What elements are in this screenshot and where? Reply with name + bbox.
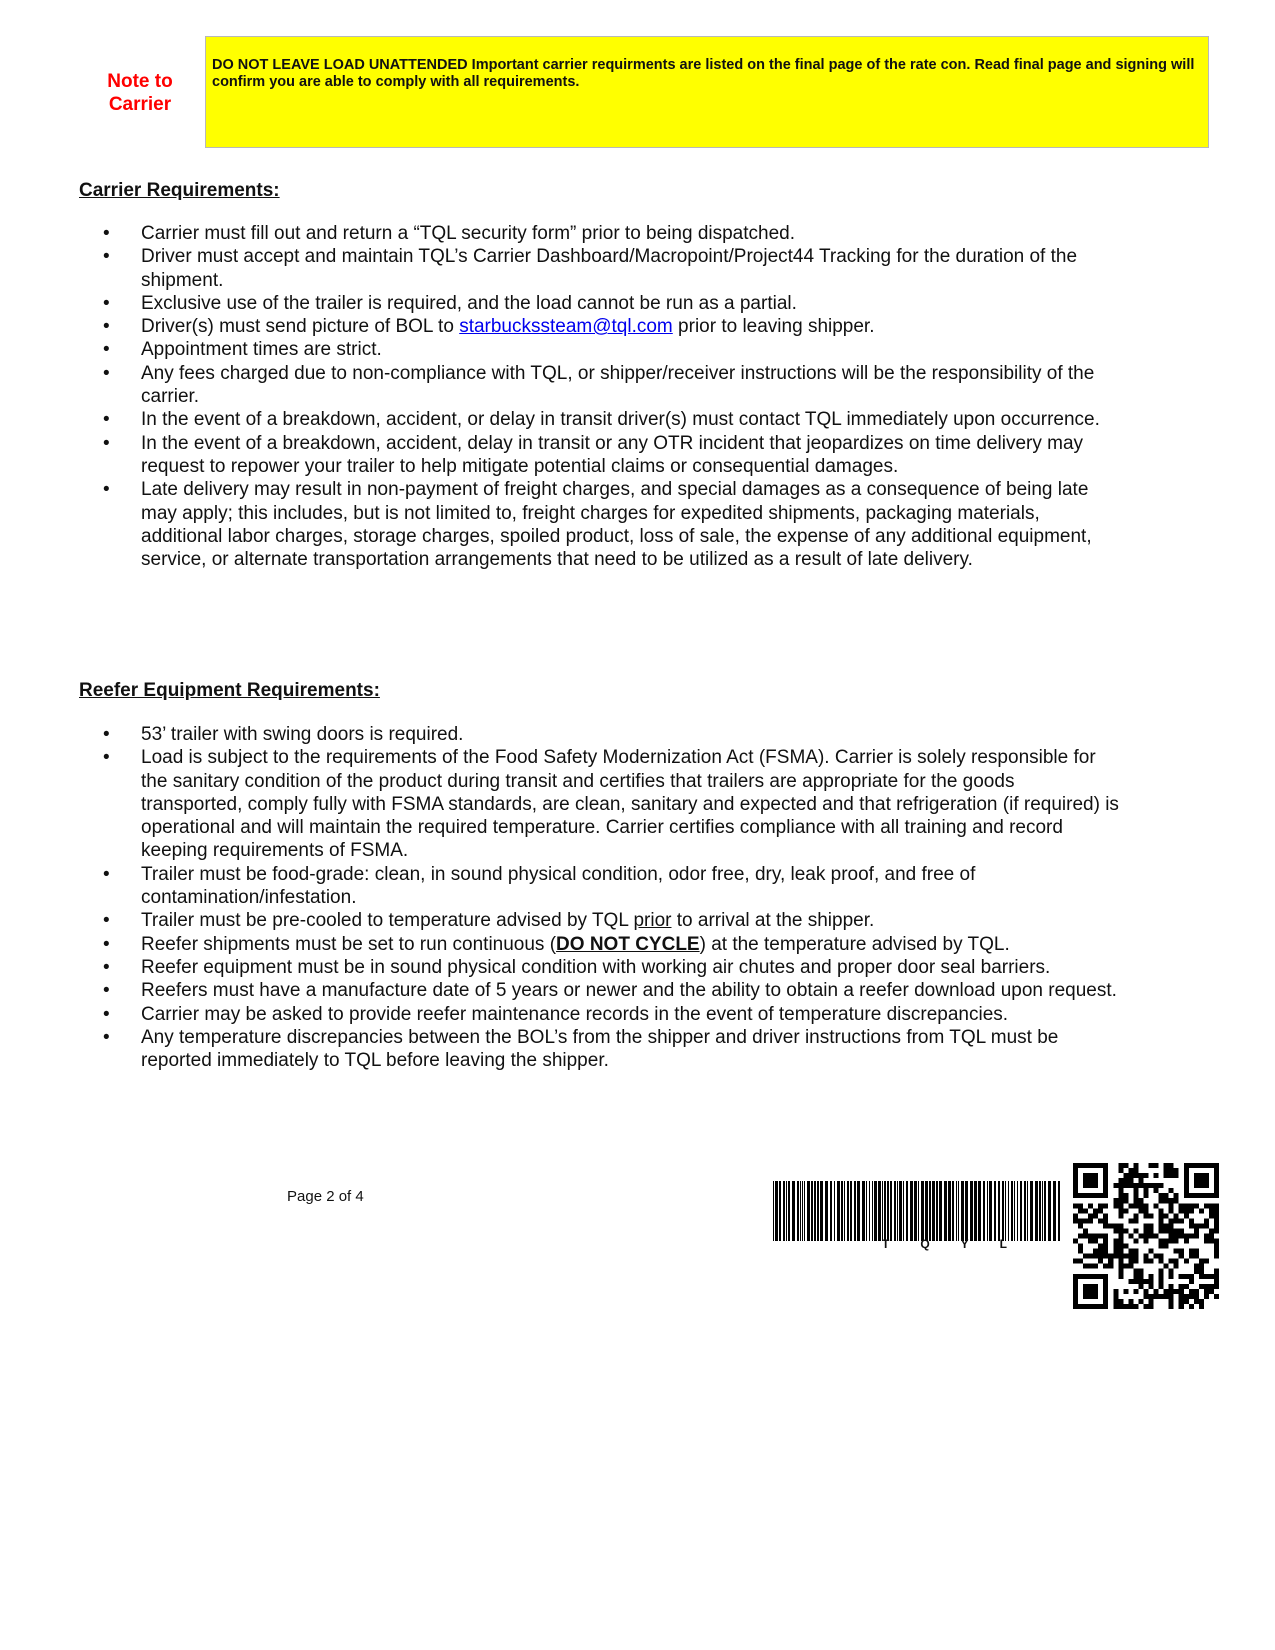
email-link[interactable]: starbuckssteam@tql.com	[459, 316, 673, 338]
list-item	[0, 338, 1120, 361]
list-item-text: ) at the temperature advised by TQL.	[699, 933, 1010, 955]
bullet: •	[103, 724, 110, 745]
bullet: •	[103, 292, 110, 314]
list-item-text: Carrier must fill out and return a “TQL security form” prior to being dispatched.	[141, 223, 795, 244]
notice-bold-text: DO NOT LEAVE LOAD UNATTENDED	[212, 57, 468, 73]
list-item	[0, 408, 1120, 431]
bullet: •	[103, 316, 110, 338]
list-item	[0, 956, 1120, 979]
list-item-text: Appointment times are strict.	[141, 339, 382, 361]
list-item	[0, 909, 1120, 932]
list-item	[0, 432, 1120, 479]
list-item	[0, 723, 1120, 746]
bullet: •	[103, 339, 110, 361]
list-item	[0, 222, 1120, 245]
carrier-requirements-list	[0, 222, 1120, 571]
list-item	[0, 1003, 1120, 1026]
carrier-notice-box	[205, 36, 1209, 148]
bullet: •	[103, 409, 110, 431]
bullet: •	[103, 933, 110, 955]
notice-text: Important carrier requirments are listed on the final page of the rate con. Read final page and signing will confirm you are able to comply with all requirements.	[212, 57, 1195, 90]
underlined-text: prior	[633, 910, 672, 932]
list-item-text: Carrier may be asked to provide reefer maintenance records in the event of temperature discrepancies.	[141, 1003, 1009, 1025]
page-number: Page 2 of 4	[287, 1188, 364, 1205]
bullet: •	[103, 1026, 110, 1048]
bullet: •	[103, 863, 110, 885]
do-not-cycle-text: DO NOT CYCLE	[556, 933, 700, 955]
reefer-requirements-heading: Reefer Equipment Requirements:	[79, 680, 380, 701]
bullet: •	[103, 747, 110, 769]
list-item-text: Driver must accept and maintain TQL’s Carrier Dashboard/Macropoint/Project44 Tracking for the duration of the shipment.	[141, 246, 1078, 291]
bullet: •	[103, 1003, 110, 1025]
list-item-text: Any temperature discrepancies between the BOL’s from the shipper and driver instructions from TQL must be reported immediately to TQL before leaving the shipper.	[141, 1026, 1059, 1072]
barcode-char: T	[882, 1237, 890, 1251]
bullet: •	[103, 479, 110, 501]
barcode-char: Q	[920, 1237, 930, 1251]
list-item-text: Late delivery may result in non-payment of freight charges, and special damages as a consequence of being late may apply; this includes, but is not limited to, freight charges for expedited shipments, packaging materials, additional labor charges, storage charges, spoiled product, loss of sale, the expense of any additional equipment, service, or alternate transportation arrangements that need to be utilized as a result of late delivery.	[141, 479, 1092, 571]
bullet: •	[103, 956, 110, 978]
list-item-text: Any fees charged due to non-compliance with TQL, or shipper/receiver instructions will be the responsibility of the carrier.	[141, 362, 1095, 408]
list-item-text: Trailer must be food-grade: clean, in sound physical condition, odor free, dry, leak proof, and free of contamination/infestation.	[141, 863, 976, 909]
list-item	[0, 1026, 1120, 1073]
list-item-text: Load is subject to the requirements of the Food Safety Modernization Act (FSMA). Carrier is solely responsible for the sanitary condition of the product during transit and certifies that trailers are appropriate for the goods transported, comply fully with FSMA standards, are clean, sanitary and expected and that refrigeration (if required) is operational and will maintain the required temperature. Carrier certifies compliance with all training and record keeping requirements of FSMA.	[141, 747, 1119, 862]
reefer-requirements-list	[0, 723, 1120, 1072]
list-item-text: In the event of a breakdown, accident, or delay in transit driver(s) must contact TQL immediately upon occurrence.	[141, 409, 1100, 431]
carrier-requirements-heading: Carrier Requirements:	[79, 180, 280, 201]
bullet: •	[103, 223, 110, 244]
list-item	[0, 746, 1120, 862]
list-item-text: Reefer equipment must be in sound physical condition with working air chutes and proper door seal barriers.	[141, 956, 1051, 978]
list-item-text: 53’ trailer with swing doors is required.	[141, 724, 464, 745]
list-item-text: Trailer must be pre-cooled to temperature advised by TQL	[141, 910, 634, 932]
qr-code-image	[1073, 1163, 1219, 1309]
list-item	[0, 245, 1120, 292]
list-item-text: Reefer shipments must be set to run continuous (	[141, 933, 557, 955]
barcode-char: L	[999, 1237, 1007, 1251]
bullet: •	[103, 910, 110, 932]
bullet: •	[103, 246, 110, 268]
barcode-char: Y	[960, 1237, 969, 1251]
note-to-carrier-label: Note to Carrier	[107, 71, 173, 115]
bullet: •	[103, 362, 110, 384]
list-item-text: to arrival at the shipper.	[671, 910, 875, 932]
list-item-text: Driver(s) must send picture of BOL to	[141, 316, 460, 338]
list-item-text: Exclusive use of the trailer is required, and the load cannot be run as a partial.	[141, 292, 797, 314]
list-item-text: prior to leaving shipper.	[672, 316, 875, 338]
list-item	[0, 933, 1120, 956]
list-item	[0, 979, 1120, 1002]
list-item	[0, 315, 1120, 338]
list-item-text: In the event of a breakdown, accident, delay in transit or any OTR incident that jeopardizes on time delivery may request to repower your trailer to help mitigate potential claims or consequential damages.	[141, 432, 1084, 477]
bullet: •	[103, 980, 110, 1002]
list-item-text: Reefers must have a manufacture date of 5 years or newer and the ability to obtain a reefer download upon request.	[141, 980, 1117, 1002]
bullet: •	[103, 432, 110, 454]
list-item	[0, 292, 1120, 315]
barcode-caption	[882, 1237, 1007, 1251]
barcode-image	[773, 1181, 1063, 1241]
list-item	[0, 863, 1120, 910]
list-item	[0, 478, 1120, 571]
list-item	[0, 362, 1120, 409]
